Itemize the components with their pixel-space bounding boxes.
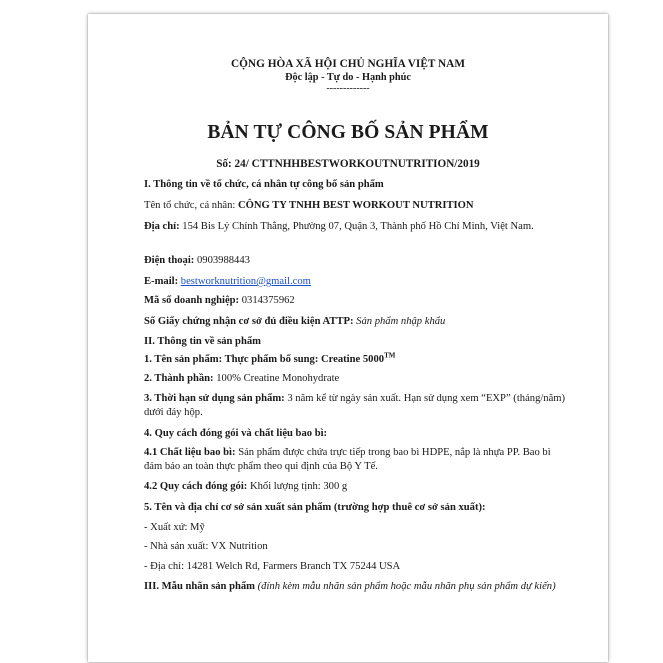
product-name-label: 1. Tên sản phẩm: xyxy=(144,354,225,365)
phone-label: Điện thoại: xyxy=(144,255,197,266)
org-value: CÔNG TY TNHH BEST WORKOUT NUTRITION xyxy=(237,200,474,211)
org-line xyxy=(144,199,568,213)
shelf-life-value: 3 năm kể từ ngày sản xuất. Hạn sử dụng xem “EXP” (tháng/năm) dưới đáy hộp. xyxy=(144,393,566,418)
packaging-material-value: Sản phẩm được chứa trực tiếp trong bao bì HDPE, nắp là nhựa PP. Bao bì đảm bảo an toàn thực phẩm theo qui định của Bộ Y Tế. xyxy=(144,447,551,472)
ingredients-label: 2. Thành phần: xyxy=(144,373,217,384)
section3-note: (đính kèm mẫu nhãn sản phẩm hoặc mẫu nhãn phụ sản phẩm dự kiến) xyxy=(257,581,556,592)
packaging-spec-value: Khối lượng tịnh: 300 g xyxy=(249,481,348,492)
packaging-material-label: 4.1 Chất liệu bao bì: xyxy=(144,447,239,458)
address-value: 154 Bis Lý Chính Thắng, Phường 07, Quận 3, Thành phố Hồ Chí Minh, Việt Nam. xyxy=(182,221,534,232)
document-page xyxy=(88,14,608,662)
origin-line: - Xuất xứ: Mỹ xyxy=(144,522,205,533)
ingredients-value: 100% Creatine Monohydrate xyxy=(216,373,340,384)
manufacturer-line: - Nhà sản xuất: VX Nutrition xyxy=(144,541,268,552)
packaging-heading: 4. Quy cách đóng gói và chất liệu bao bì: xyxy=(144,428,328,439)
section3-heading: III. Mẫu nhãn sản phẩm xyxy=(144,581,258,592)
product-name-line xyxy=(144,353,568,367)
section3-line xyxy=(144,580,568,594)
email-link[interactable]: bestworknutrition@gmail.com xyxy=(180,276,311,287)
ingredients-line xyxy=(144,372,568,386)
country-header: CỘNG HÒA XÃ HỘI CHỦ NGHĨA VIỆT NAM xyxy=(230,58,466,70)
shelf-life-line xyxy=(144,392,568,419)
motto-header: Độc lập - Tự do - Hạnh phúc xyxy=(285,72,411,83)
email-line xyxy=(144,275,568,289)
org-label: Tên tổ chức, cá nhân: xyxy=(144,200,238,211)
email-label: E-mail: xyxy=(144,276,181,287)
section2-heading: II. Thông tin về sản phẩm xyxy=(144,336,261,347)
packaging-material-line xyxy=(144,446,568,473)
shelf-life-label: 3. Thời hạn sử dụng sản phẩm: xyxy=(144,393,288,404)
cert-label: Số Giấy chứng nhận cơ sở đủ điều kiện ATTP: xyxy=(144,316,357,327)
cert-line xyxy=(144,315,568,329)
product-name-value: Thực phẩm bổ sung: Creatine 5000 xyxy=(224,354,385,365)
document-number: Số: 24/ CTTNHHBESTWORKOUTNUTRITION/2019 xyxy=(216,158,480,170)
tax-value: 0314375962 xyxy=(241,295,295,306)
address-label: Địa chỉ: xyxy=(144,221,183,232)
manufacturer-address-line: - Địa chỉ: 14281 Welch Rd, Farmers Branch TX 75244 USA xyxy=(144,561,401,572)
tax-line xyxy=(144,294,568,308)
address-line xyxy=(144,220,568,234)
packaging-spec-line xyxy=(144,480,568,494)
tax-label: Mã số doanh nghiệp: xyxy=(144,295,242,306)
packaging-spec-label: 4.2 Quy cách đóng gói: xyxy=(144,481,250,492)
phone-value: 0903988443 xyxy=(196,255,250,266)
document-title: BẢN TỰ CÔNG BỐ SẢN PHẨM xyxy=(207,122,489,143)
phone-line xyxy=(144,254,568,268)
cert-value: Sản phẩm nhập khẩu xyxy=(356,316,446,327)
trademark-sup: TM xyxy=(384,351,396,360)
manufacturer-heading: 5. Tên và địa chỉ cơ sở sản xuất sản phẩm (trường hợp thuê cơ sở sản xuất): xyxy=(144,502,486,513)
header-separator: ------------- xyxy=(326,83,370,94)
section1-heading: I. Thông tin về tổ chức, cá nhân tự công bố sản phẩm xyxy=(144,179,384,190)
